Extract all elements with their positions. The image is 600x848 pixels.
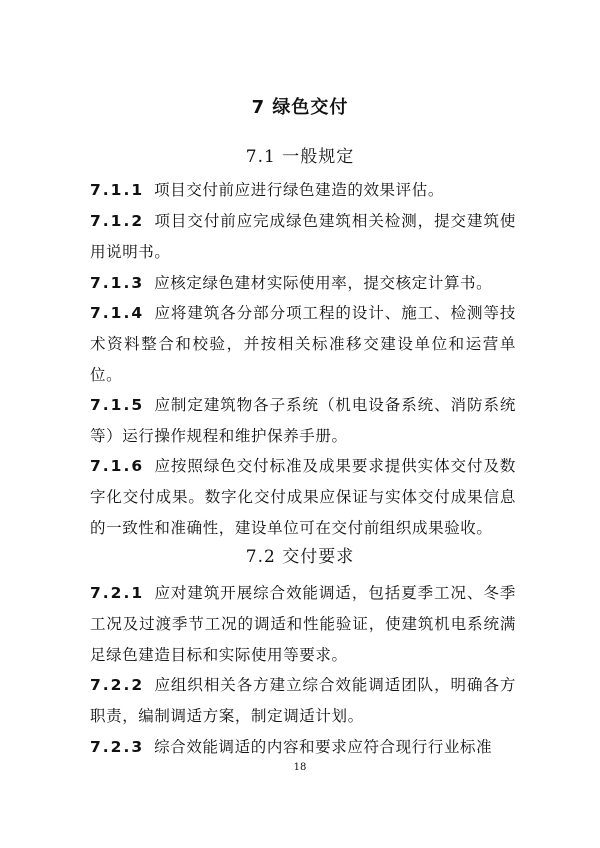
clause-7-2-3 bbox=[90, 732, 516, 763]
clause-number: 7.1.4 bbox=[90, 304, 145, 322]
clause-7-1-2 bbox=[90, 206, 516, 268]
clause-text: 综合效能调适的内容和要求应符合现行行业标准 bbox=[154, 738, 493, 756]
clause-number: 7.1.3 bbox=[90, 274, 145, 292]
clause-7-2-1 bbox=[90, 578, 516, 671]
clause-text: 应将建筑各分部分项工程的设计、施工、检测等技术资料整合和校验，并按相关标准移交建设单位和运营单位。 bbox=[90, 304, 516, 384]
clause-7-1-4 bbox=[90, 298, 516, 391]
clause-7-1-3 bbox=[90, 268, 516, 299]
page-number: 18 bbox=[293, 762, 307, 773]
clause-7-1-6 bbox=[90, 451, 516, 544]
clause-number: 7.2.1 bbox=[90, 584, 145, 602]
clause-number: 7.1.1 bbox=[90, 181, 145, 199]
clause-text: 应对建筑开展综合效能调适，包括夏季工况、冬季工况及过渡季节工况的调适和性能验证，使建筑机电系统满足绿色建造目标和实际使用等要求。 bbox=[90, 584, 516, 664]
clause-7-1-1 bbox=[90, 175, 516, 206]
chapter-title: 7 绿色交付 bbox=[251, 97, 349, 118]
clause-number: 7.1.5 bbox=[90, 396, 145, 414]
clause-7-1-5 bbox=[90, 390, 516, 452]
clause-text: 应核定绿色建材实际使用率，提交核定计算书。 bbox=[154, 274, 493, 292]
clause-text: 应制定建筑物各子系统（机电设备系统、消防系统等）运行操作规程和维护保养手册。 bbox=[90, 396, 516, 445]
clause-number: 7.1.6 bbox=[90, 457, 145, 475]
clause-number: 7.1.2 bbox=[90, 212, 145, 230]
clause-number: 7.2.3 bbox=[90, 738, 145, 756]
clause-text: 项目交付前应完成绿色建筑相关检测，提交建筑使用说明书。 bbox=[90, 212, 516, 261]
clause-text: 应按照绿色交付标准及成果要求提供实体交付及数字化交付成果。数字化交付成果应保证与实体交付成果信息的一致性和准确性，建设单位可在交付前组织成果验收。 bbox=[90, 457, 516, 537]
clause-number: 7.2.2 bbox=[90, 676, 145, 694]
section-title-7-2: 7.2 交付要求 bbox=[245, 547, 355, 567]
clause-7-2-2 bbox=[90, 670, 516, 732]
clause-text: 应组织相关各方建立综合效能调适团队，明确各方职责，编制调适方案，制定调适计划。 bbox=[90, 676, 516, 725]
section-title-7-1: 7.1 一般规定 bbox=[245, 147, 355, 167]
clause-text: 项目交付前应进行绿色建造的效果评估。 bbox=[154, 181, 444, 199]
